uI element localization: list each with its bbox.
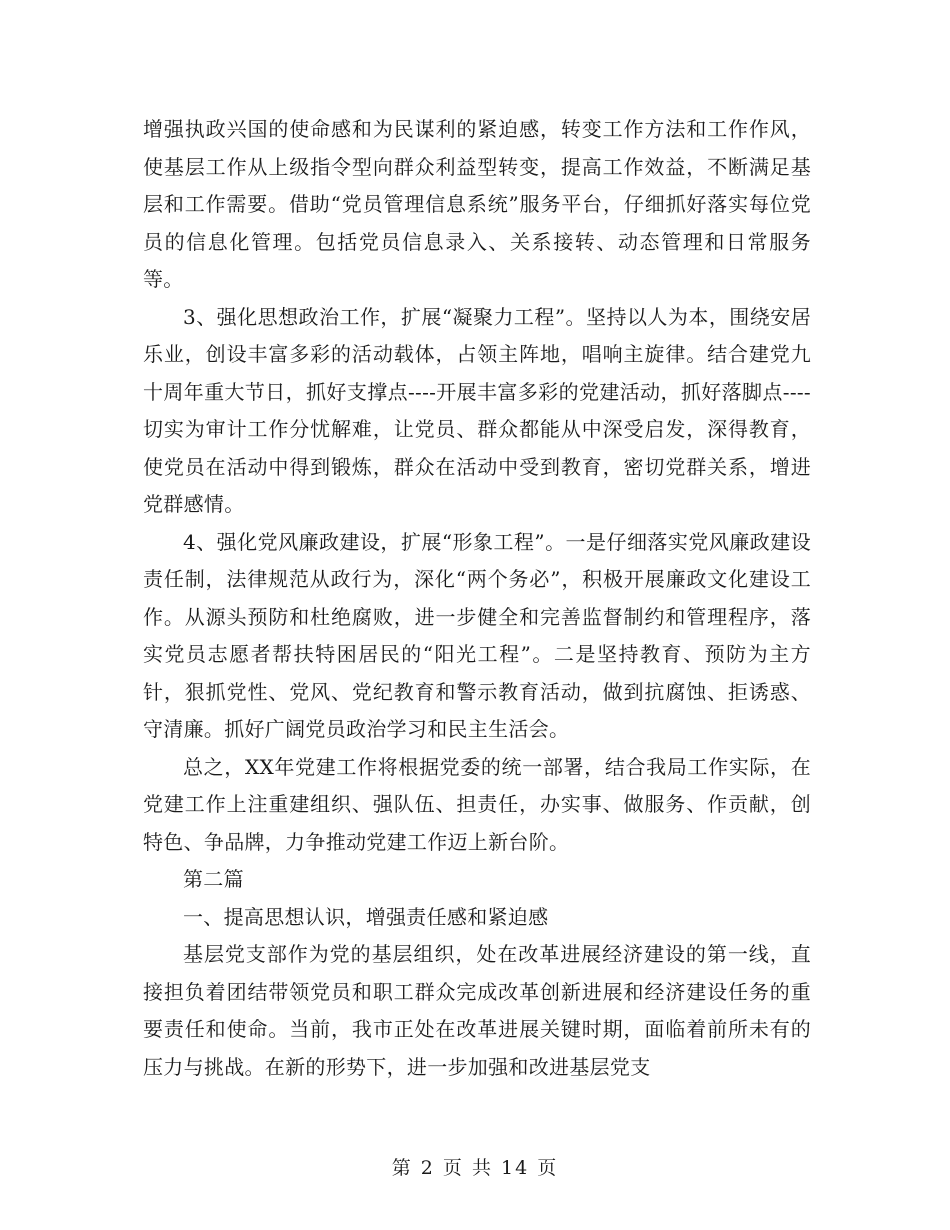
paragraph-2: 3、强化思想政治工作，扩展“凝聚力工程”。坚持以人为本，围绕安居乐业，创设丰富多彩的活动载体，占领主阵地，唱响主旋律。结合建党九十周年重大节日，抓好支撑点----开展丰富多彩的党建活动，抓好落脚点----切实为审计工作分忧解难，让党员、群众都能从中深受启发，深得教育，使党员在活动中得到锻炼，群众在活动中受到教育，密切党群关系，增进党群感情。 [143,304,811,516]
paragraph-3: 4、强化党风廉政建设，扩展“形象工程”。一是仔细落实党风廉政建设责任制，法律规范从政行为，深化“两个务必”，积极开展廉政文化建设工作。从源头预防和杜绝腐败，进一步健全和完善监督制约和管理程序，落实党员志愿者帮扶特困居民的“阳光工程”。二是坚持教育、预防为主方针，狠抓党性、党风、党纪教育和警示教育活动，做到抗腐蚀、拒诱惑、守清廉。抓好广阔党员政治学习和民主生活会。 [143,529,811,741]
paragraph-1: 增强执政兴国的使命感和为民谋利的紧迫感，转变工作方法和工作作风，使基层工作从上级指令型向群众利益型转变，提高工作效益，不断满足基层和工作需要。借助“党员管理信息系统”服务平台，仔细抓好落实每位党员的信息化管理。包括党员信息录入、关系接转、动态管理和日常服务等。 [143,117,811,291]
current-page-number: 2 [420,1157,435,1179]
footer-prefix: 第 [391,1157,413,1179]
document-body [143,111,811,1086]
section-heading-part-two: 第二篇 [183,867,244,891]
footer-total-word: 共 [471,1157,493,1179]
page-footer [0,1153,950,1180]
paragraph-5: 基层党支部作为党的基层组织，处在改革进展经济建设的第一线，直接担负着团结带领党员和职工群众完成改革创新进展和经济建设任务的重要责任和使命。当前，我市正处在改革进展关键时期，面临着前所未有的压力与挑战。在新的形势下，进一步加强和改进基层党支 [143,942,811,1079]
total-pages-number: 14 [501,1157,530,1179]
footer-page-word: 页 [442,1157,464,1179]
footer-suffix: 页 [537,1157,559,1179]
paragraph-4: 总之，XX年党建工作将根据党委的统一部署，结合我局工作实际，在党建工作上注重建组织、强队伍、担责任，办实事、做服务、作贡献，创特色、争品牌，力争推动党建工作迈上新台阶。 [143,754,811,854]
section-subheading: 一、提高思想认识，增强责任感和紧迫感 [183,904,549,929]
